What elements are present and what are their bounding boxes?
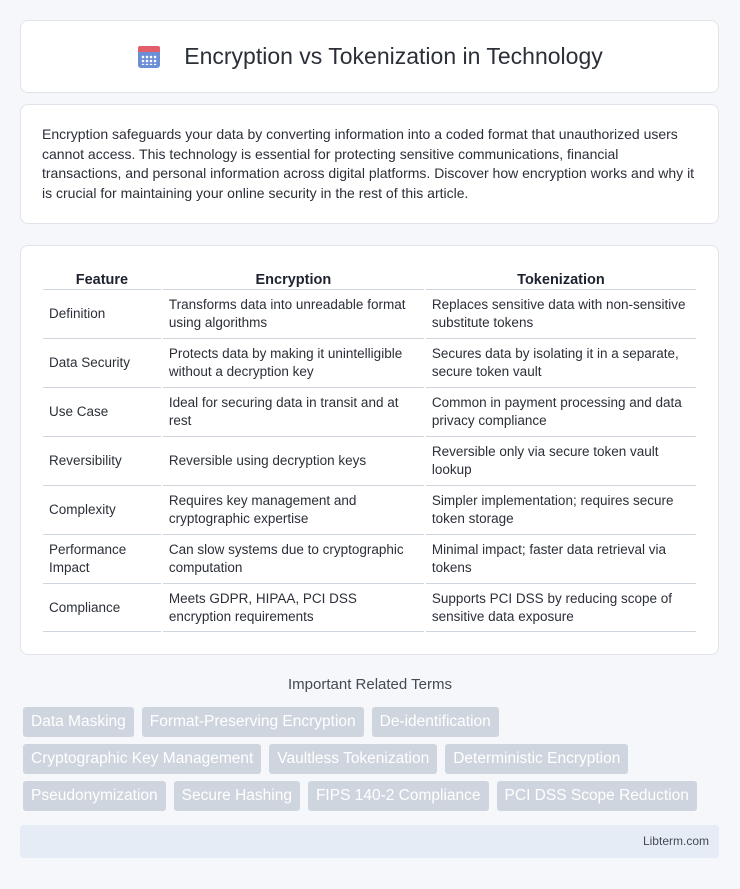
table-row <box>43 534 696 583</box>
table-row <box>43 583 696 632</box>
tag-format-preserving-encryption[interactable]: Format-Preserving Encryption <box>142 707 364 737</box>
header-feature: Feature <box>75 271 129 288</box>
cell-encryption: Requires key management and cryptographic expertise <box>163 485 424 534</box>
header-encryption: Encryption <box>255 271 332 288</box>
tag-de-identification[interactable]: De-identification <box>372 707 499 737</box>
title-card <box>20 20 719 93</box>
header-tokenization: Tokenization <box>517 271 605 288</box>
table-row <box>43 436 696 485</box>
related-terms-list <box>23 707 723 811</box>
tag-data-masking[interactable]: Data Masking <box>23 707 134 737</box>
footer <box>20 825 719 858</box>
tag-pseudonymization[interactable]: Pseudonymization <box>23 781 166 811</box>
table-row <box>43 387 696 436</box>
cell-tokenization: Minimal impact; faster data retrieval via tokens <box>426 534 696 583</box>
cell-tokenization: Common in payment processing and data privacy compliance <box>426 387 696 436</box>
cell-tokenization: Secures data by isolating it in a separate, secure token vault <box>426 338 696 387</box>
calculator-icon <box>136 44 162 70</box>
cell-feature: Compliance <box>43 583 161 632</box>
cell-encryption: Ideal for securing data in transit and at rest <box>163 387 424 436</box>
intro-text: Encryption safeguards your data by converting information into a coded format that unauthorized users cannot access. This technology is essential for protecting sensitive communications, financial transactions, and personal information across digital platforms. Discover how encryption works and why it is crucial for maintaining your online security in the rest of this article. <box>42 126 695 201</box>
table-header-row <box>43 266 696 289</box>
tag-cryptographic-key-management[interactable]: Cryptographic Key Management <box>23 744 261 774</box>
tag-fips-140-2-compliance[interactable]: FIPS 140-2 Compliance <box>308 781 489 811</box>
cell-tokenization: Supports PCI DSS by reducing scope of sensitive data exposure <box>426 583 696 632</box>
cell-tokenization: Replaces sensitive data with non-sensitive substitute tokens <box>426 289 696 338</box>
cell-feature: Data Security <box>43 338 161 387</box>
table-row <box>43 485 696 534</box>
cell-encryption: Reversible using decryption keys <box>163 436 424 485</box>
cell-feature: Performance Impact <box>43 534 161 583</box>
tag-vaultless-tokenization[interactable]: Vaultless Tokenization <box>269 744 437 774</box>
footer-link[interactable]: Libterm.com <box>642 834 709 848</box>
table-row <box>43 289 696 338</box>
related-terms-title: Important Related Terms <box>288 676 452 693</box>
cell-tokenization: Reversible only via secure token vault lookup <box>426 436 696 485</box>
tag-pci-dss-scope-reduction[interactable]: PCI DSS Scope Reduction <box>497 781 697 811</box>
cell-encryption: Protects data by making it unintelligible without a decryption key <box>163 338 424 387</box>
cell-encryption: Transforms data into unreadable format using algorithms <box>163 289 424 338</box>
cell-feature: Reversibility <box>43 436 161 485</box>
cell-feature: Complexity <box>43 485 161 534</box>
cell-encryption: Meets GDPR, HIPAA, PCI DSS encryption requirements <box>163 583 424 632</box>
cell-encryption: Can slow systems due to cryptographic computation <box>163 534 424 583</box>
tag-secure-hashing[interactable]: Secure Hashing <box>174 781 300 811</box>
table-row <box>43 338 696 387</box>
cell-feature: Use Case <box>43 387 161 436</box>
intro-card <box>20 104 719 224</box>
page-title: Encryption vs Tokenization in Technology <box>184 43 603 69</box>
tag-deterministic-encryption[interactable]: Deterministic Encryption <box>445 744 628 774</box>
cell-feature: Definition <box>43 289 161 338</box>
comparison-table-card <box>20 245 719 655</box>
comparison-table <box>41 266 698 632</box>
cell-tokenization: Simpler implementation; requires secure token storage <box>426 485 696 534</box>
